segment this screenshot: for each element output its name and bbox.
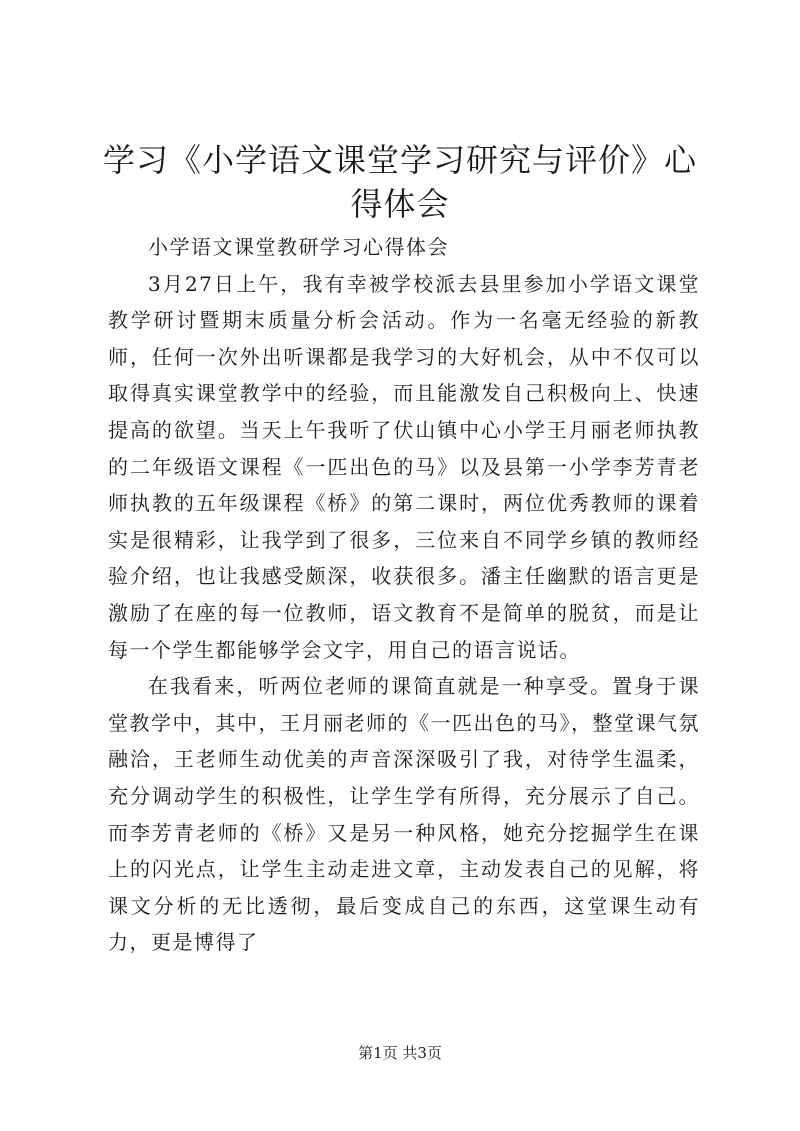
document-body bbox=[108, 229, 700, 961]
document-title: 学习《小学语文课堂学习研究与评价》心得体会 bbox=[102, 141, 697, 223]
page-number-label: 第1页 共3页 bbox=[358, 1044, 442, 1062]
page-footer bbox=[0, 1043, 800, 1063]
body-paragraph-1: 3月27日上午，我有幸被学校派去县里参加小学语文课堂教学研讨暨期末质量分析会活动。作为一名毫无经验的新教师，任何一次外出听课都是我学习的大好机会，从中不仅可以取得真实课堂教学中的经验，而且能激发自己积极向上、快速提高的欲望。当天上午我听了伏山镇中心小学王月丽老师执教的二年级语文课程《一匹出色的马》以及县第一小学李芳青老师执教的五年级课程《桥》的第二课时，两位优秀教师的课着实是很精彩，让我学到了很多，三位来自不同学乡镇的教师经验介绍，也让我感受颇深，收获很多。潘主任幽默的语言更是激励了在座的每一位教师，语文教育不是简单的脱贫，而是让每一个学生都能够学会文字，用自己的语言说话。 bbox=[108, 271, 700, 662]
subtitle-paragraph: 小学语文课堂教研学习心得体会 bbox=[148, 235, 449, 259]
body-paragraph-2: 在我看来，听两位老师的课简直就是一种享受。置身于课堂教学中，其中，王月丽老师的《一匹出色的马》，整堂课气氛融洽，王老师生动优美的声音深深吸引了我，对待学生温柔，充分调动学生的积极性，让学生学有所得，充分展示了自己。而李芳青老师的《桥》又是另一种风格，她充分挖掘学生在课上的闪光点，让学生主动走进文章，主动发表自己的见解，将课文分析的无比透彻，最后变成自己的东西，这堂课生动有力，更是博得了 bbox=[108, 674, 700, 955]
